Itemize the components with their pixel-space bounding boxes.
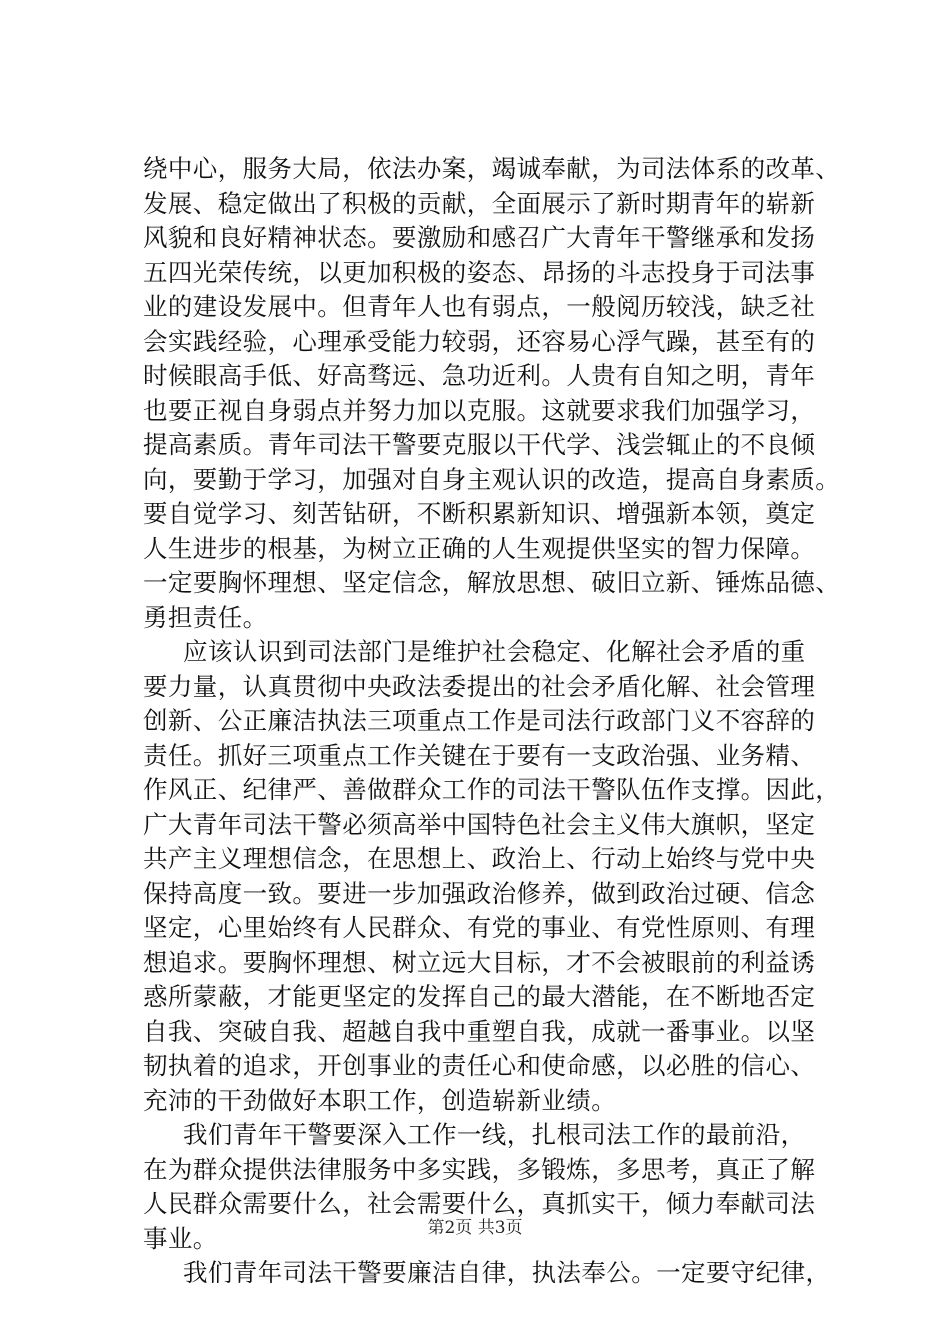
text-line: 要自觉学习、刻苦钻研，不断积累新知识、增强新本领，奠定 <box>143 499 816 528</box>
text-line: 共产主义理想信念，在思想上、政治上、行动上始终与党中央 <box>143 844 816 873</box>
text-line: 广大青年司法干警必须高举中国特色社会主义伟大旗帜，坚定 <box>143 809 816 839</box>
text-line: 惑所蒙蔽，才能更坚定的发挥自己的最大潜能，在不断地否定 <box>143 982 816 1011</box>
text-line: 会实践经验，心理承受能力较弱，还容易心浮气躁，甚至有的 <box>143 326 816 356</box>
page-footer: 第2页 共3页 <box>427 1218 523 1238</box>
text-line: 绕中心，服务大局，依法办案，竭诚奉献，为司法体系的改革、 <box>143 154 841 183</box>
text-line: 一定要胸怀理想、坚定信念，解放思想、破旧立新、锤炼品德、 <box>143 568 841 597</box>
text-line: 提高素质。青年司法干警要克服以干代学、浅尝辄止的不良倾 <box>143 430 816 459</box>
text-line: 我们青年司法干警要廉洁自律，执法奉公。一定要守纪律， <box>183 1258 831 1287</box>
text-line: 创新、公正廉洁执法三项重点工作是司法行政部门义不容辞的 <box>143 706 816 735</box>
text-line: 事业。 <box>143 1223 218 1253</box>
text-line: 向，要勤于学习，加强对自身主观认识的改造，提高自身素质。 <box>143 464 841 494</box>
text-line: 在为群众提供法律服务中多实践，多锻炼，多思考，真正了解 <box>143 1154 816 1184</box>
body-text <box>143 152 841 1291</box>
text-line: 充沛的干劲做好本职工作，创造崭新业绩。 <box>143 1085 617 1115</box>
text-line: 韧执着的追求，开创事业的责任心和使命感，以必胜的信心、 <box>143 1051 816 1080</box>
text-line: 要力量，认真贯彻中央政法委提出的社会矛盾化解、社会管理 <box>143 671 816 701</box>
text-line: 自我、突破自我、超越自我中重塑自我，成就一番事业。以坚 <box>143 1016 816 1046</box>
text-line: 作风正、纪律严、善做群众工作的司法干警队伍作支撑。因此， <box>143 775 841 804</box>
text-line: 风貌和良好精神状态。要激励和感召广大青年干警继承和发扬 <box>143 223 816 252</box>
text-line: 责任。抓好三项重点工作关键在于要有一支政治强、业务精、 <box>143 740 816 770</box>
text-line: 保持高度一致。要进一步加强政治修养，做到政治过硬、信念 <box>143 878 816 908</box>
text-line: 想追求。要胸怀理想、树立远大目标，才不会被眼前的利益诱 <box>143 947 816 977</box>
text-line: 人民群众需要什么，社会需要什么，真抓实干，倾力奉献司法 <box>143 1189 816 1218</box>
text-line: 发展、稳定做出了积极的贡献，全面展示了新时期青年的崭新 <box>143 188 816 218</box>
text-line: 五四光荣传统，以更加积极的姿态、昂扬的斗志投身于司法事 <box>143 257 816 287</box>
text-line: 业的建设发展中。但青年人也有弱点，一般阅历较浅，缺乏社 <box>143 292 816 321</box>
text-line: 人生进步的根基，为树立正确的人生观提供坚实的智力保障。 <box>143 533 816 563</box>
text-line: 应该认识到司法部门是维护社会稳定、化解社会矛盾的重 <box>183 637 806 666</box>
text-line: 坚定，心里始终有人民群众、有党的事业、有党性原则、有理 <box>143 913 816 942</box>
text-line: 也要正视自身弱点并努力加以克服。这就要求我们加强学习， <box>143 395 816 425</box>
text-line: 时候眼高手低、好高骛远、急功近利。人贵有自知之明，青年 <box>143 361 816 390</box>
text-line: 我们青年干警要深入工作一线，扎根司法工作的最前沿， <box>183 1120 806 1149</box>
text-line: 勇担责任。 <box>143 602 268 632</box>
